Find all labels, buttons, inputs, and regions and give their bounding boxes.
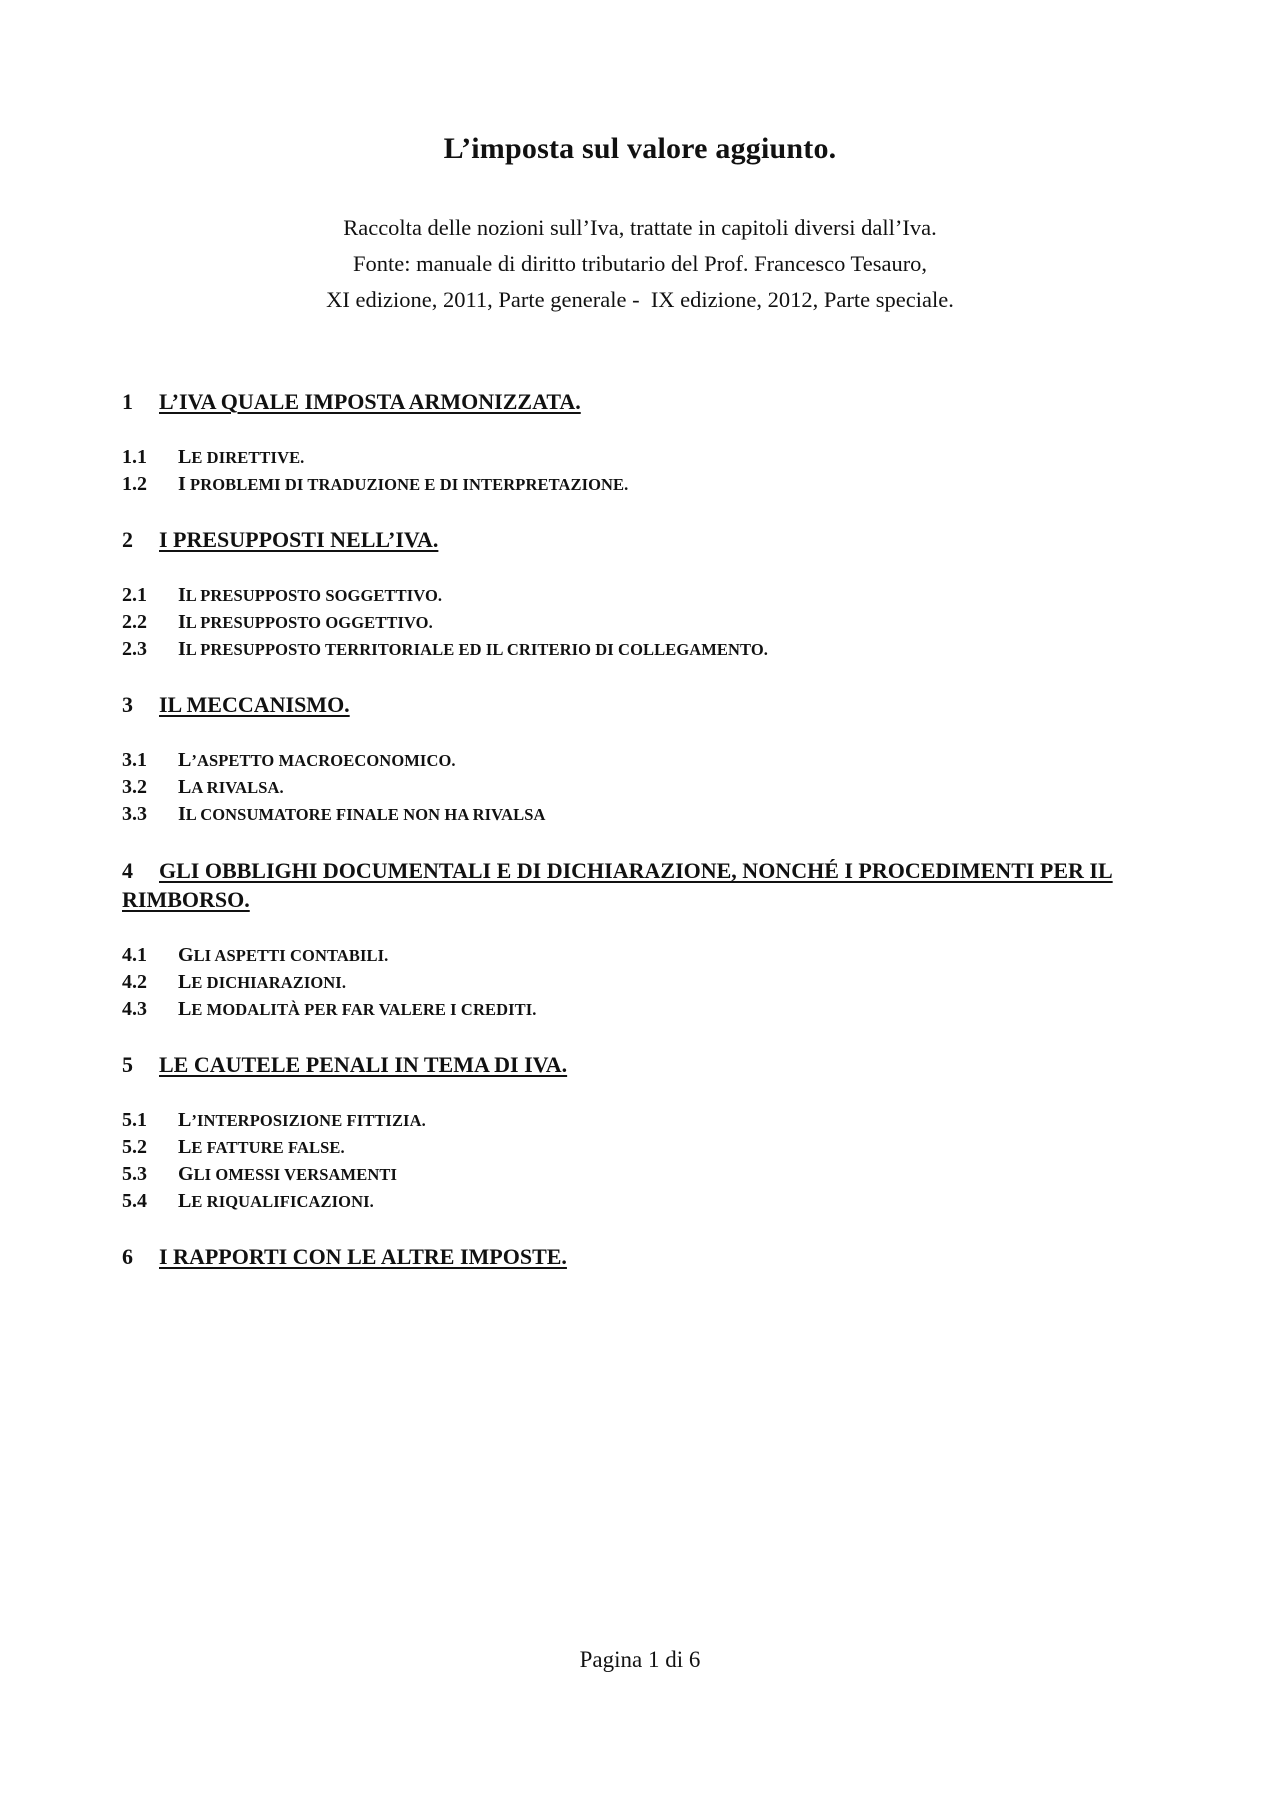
section-number: 5.1 (122, 1109, 147, 1131)
toc-sections-2 (122, 582, 1202, 663)
section-number: 5.3 (122, 1163, 147, 1185)
section-number: 3.3 (122, 803, 147, 825)
chapter-number: 3 (122, 692, 133, 717)
section-title: L PRESUPPOSTO SOGGETTIVO. (185, 586, 443, 605)
section-title: ’INTERPOSIZIONE FITTIZIA. (191, 1111, 426, 1130)
toc-section-4-3[interactable] (122, 996, 1202, 1023)
section-number: 2.1 (122, 584, 147, 606)
section-initial: L (178, 971, 192, 993)
section-initial: I (178, 803, 186, 825)
subtitle-line: XI edizione, 2011, Parte generale - IX edizione, 2012, Parte speciale. (326, 287, 954, 312)
section-title: L PRESUPPOSTO OGGETTIVO. (185, 613, 433, 632)
chapter-number: 4 (122, 858, 133, 883)
section-initial: L (178, 776, 192, 798)
section-title: A RIVALSA. (191, 778, 284, 797)
section-initial: L (178, 998, 192, 1020)
toc-section-3-3[interactable] (122, 801, 1202, 828)
toc-section-4-1[interactable] (122, 942, 1202, 969)
toc-section-5-4[interactable] (122, 1188, 1202, 1215)
section-title: LI ASPETTI CONTABILI. (193, 946, 389, 965)
section-initial: I (178, 638, 186, 660)
section-number: 4.2 (122, 971, 147, 993)
section-initial: L (178, 749, 192, 771)
document-title: L’imposta sul valore aggiunto. (443, 132, 837, 165)
table-of-contents (122, 388, 1202, 1271)
chapter-title: I PRESUPPOSTI NELL’IVA. (159, 527, 439, 552)
section-number: 1.2 (122, 473, 147, 495)
chapter-number: 1 (122, 389, 133, 414)
section-title: E DIRETTIVE. (191, 448, 305, 467)
section-title: E RIQUALIFICAZIONI. (191, 1192, 374, 1211)
section-number: 5.2 (122, 1136, 147, 1158)
toc-section-2-2[interactable] (122, 609, 1202, 636)
section-initial: I (178, 611, 186, 633)
toc-chapter-2[interactable] (122, 526, 1202, 554)
toc-chapter-6[interactable] (122, 1243, 1202, 1271)
chapter-title: GLI OBBLIGHI DOCUMENTALI E DI DICHIARAZIONE, NONCHÉ I PROCEDIMENTI PER IL RIMBORSO. (122, 858, 1113, 912)
section-number: 2.3 (122, 638, 147, 660)
section-number: 5.4 (122, 1190, 147, 1212)
section-initial: L (178, 1190, 192, 1212)
subtitle-line: Fonte: manuale di diritto tributario del Prof. Francesco Tesauro, (352, 251, 928, 276)
toc-sections-4 (122, 942, 1202, 1023)
section-title: ’ASPETTO MACROECONOMICO. (191, 751, 456, 770)
section-initial: G (178, 1163, 194, 1185)
section-number: 1.1 (122, 446, 147, 468)
section-initial: L (178, 446, 192, 468)
section-title: LI OMESSI VERSAMENTI (193, 1165, 397, 1184)
chapter-title: L’IVA QUALE IMPOSTA ARMONIZZATA. (159, 389, 581, 414)
chapter-number: 2 (122, 527, 133, 552)
chapter-title: IL MECCANISMO. (159, 692, 350, 717)
section-title: L CONSUMATORE FINALE NON HA RIVALSA (185, 805, 546, 824)
toc-chapter-5[interactable] (122, 1051, 1202, 1079)
toc-sections-3 (122, 747, 1202, 828)
toc-section-4-2[interactable] (122, 969, 1202, 996)
section-initial: I (178, 584, 186, 606)
chapter-title: LE CAUTELE PENALI IN TEMA DI IVA. (159, 1052, 568, 1077)
section-number: 3.2 (122, 776, 147, 798)
toc-section-3-2[interactable] (122, 774, 1202, 801)
toc-section-5-2[interactable] (122, 1134, 1202, 1161)
section-initial: I (178, 473, 186, 495)
section-number: 4.1 (122, 944, 147, 966)
section-number: 2.2 (122, 611, 147, 633)
subtitle-line: Raccolta delle nozioni sull’Iva, trattate in capitoli diversi dall’Iva. (343, 215, 937, 240)
toc-section-5-3[interactable] (122, 1161, 1202, 1188)
section-initial: G (178, 944, 194, 966)
toc-chapter-4[interactable] (122, 856, 1202, 914)
section-title: E DICHIARAZIONI. (191, 973, 347, 992)
toc-section-2-3[interactable] (122, 636, 1202, 663)
section-initial: L (178, 1136, 192, 1158)
chapter-number: 6 (122, 1244, 133, 1269)
chapter-number: 5 (122, 1052, 133, 1077)
section-title: E FATTURE FALSE. (191, 1138, 345, 1157)
toc-section-3-1[interactable] (122, 747, 1202, 774)
page-number: Pagina 1 di 6 (579, 1647, 701, 1672)
section-title: E MODALITÀ PER FAR VALERE I CREDITI. (191, 1000, 537, 1019)
document-subtitle (0, 210, 1280, 318)
toc-sections-1 (122, 444, 1202, 498)
chapter-title: I RAPPORTI CON LE ALTRE IMPOSTE. (159, 1244, 567, 1269)
toc-section-1-2[interactable] (122, 471, 1202, 498)
toc-section-5-1[interactable] (122, 1107, 1202, 1134)
section-initial: L (178, 1109, 192, 1131)
toc-section-1-1[interactable] (122, 444, 1202, 471)
toc-chapter-1[interactable] (122, 388, 1202, 416)
toc-chapter-3[interactable] (122, 691, 1202, 719)
toc-sections-5 (122, 1107, 1202, 1215)
section-number: 3.1 (122, 749, 147, 771)
toc-section-2-1[interactable] (122, 582, 1202, 609)
section-title: PROBLEMI DI TRADUZIONE E DI INTERPRETAZIONE. (185, 475, 629, 494)
section-title: L PRESUPPOSTO TERRITORIALE ED IL CRITERIO DI COLLEGAMENTO. (185, 640, 769, 659)
section-number: 4.3 (122, 998, 147, 1020)
